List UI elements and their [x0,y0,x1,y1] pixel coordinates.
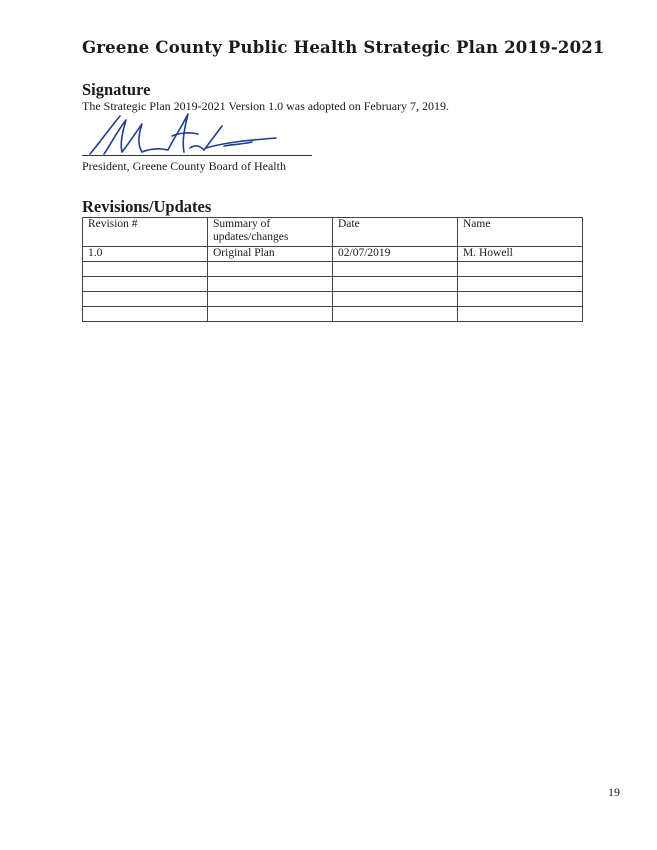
table-cell [83,292,208,307]
table-cell [458,262,583,277]
table-row [83,247,583,262]
table-cell: M. Howell [458,247,583,262]
revisions-table [82,217,583,322]
handwritten-signature [86,108,286,160]
table-row [83,292,583,307]
table-cell [333,307,458,322]
column-header-name: Name [458,218,583,247]
column-header-summary: Summary of updates/changes [208,218,333,247]
revisions-heading: Revisions/Updates [82,197,212,216]
table-cell: 02/07/2019 [333,247,458,262]
table-cell [83,307,208,322]
table-cell: 1.0 [83,247,208,262]
table-row [83,307,583,322]
document-title: Greene County Public Health Strategic Plan 2019-2021 [82,38,605,57]
table-cell [458,292,583,307]
table-cell [458,307,583,322]
signature-heading: Signature [82,80,151,99]
table-cell [208,292,333,307]
table-cell [83,277,208,292]
page-number: 19 [608,785,620,799]
table-cell [208,277,333,292]
table-cell: Original Plan [208,247,333,262]
signer-title: President, Greene County Board of Health [82,159,286,173]
column-header-date: Date [333,218,458,247]
column-header-revision: Revision # [83,218,208,247]
table-cell [208,307,333,322]
table-cell [458,277,583,292]
table-cell [333,277,458,292]
table-row [83,262,583,277]
table-row [83,277,583,292]
adoption-statement: The Strategic Plan 2019-2021 Version 1.0 was adopted on February 7, 2019. [82,99,450,113]
table-cell [333,292,458,307]
signature-line [82,155,312,156]
table-cell [333,262,458,277]
table-cell [83,262,208,277]
table-header-row [83,218,583,247]
table-cell [208,262,333,277]
